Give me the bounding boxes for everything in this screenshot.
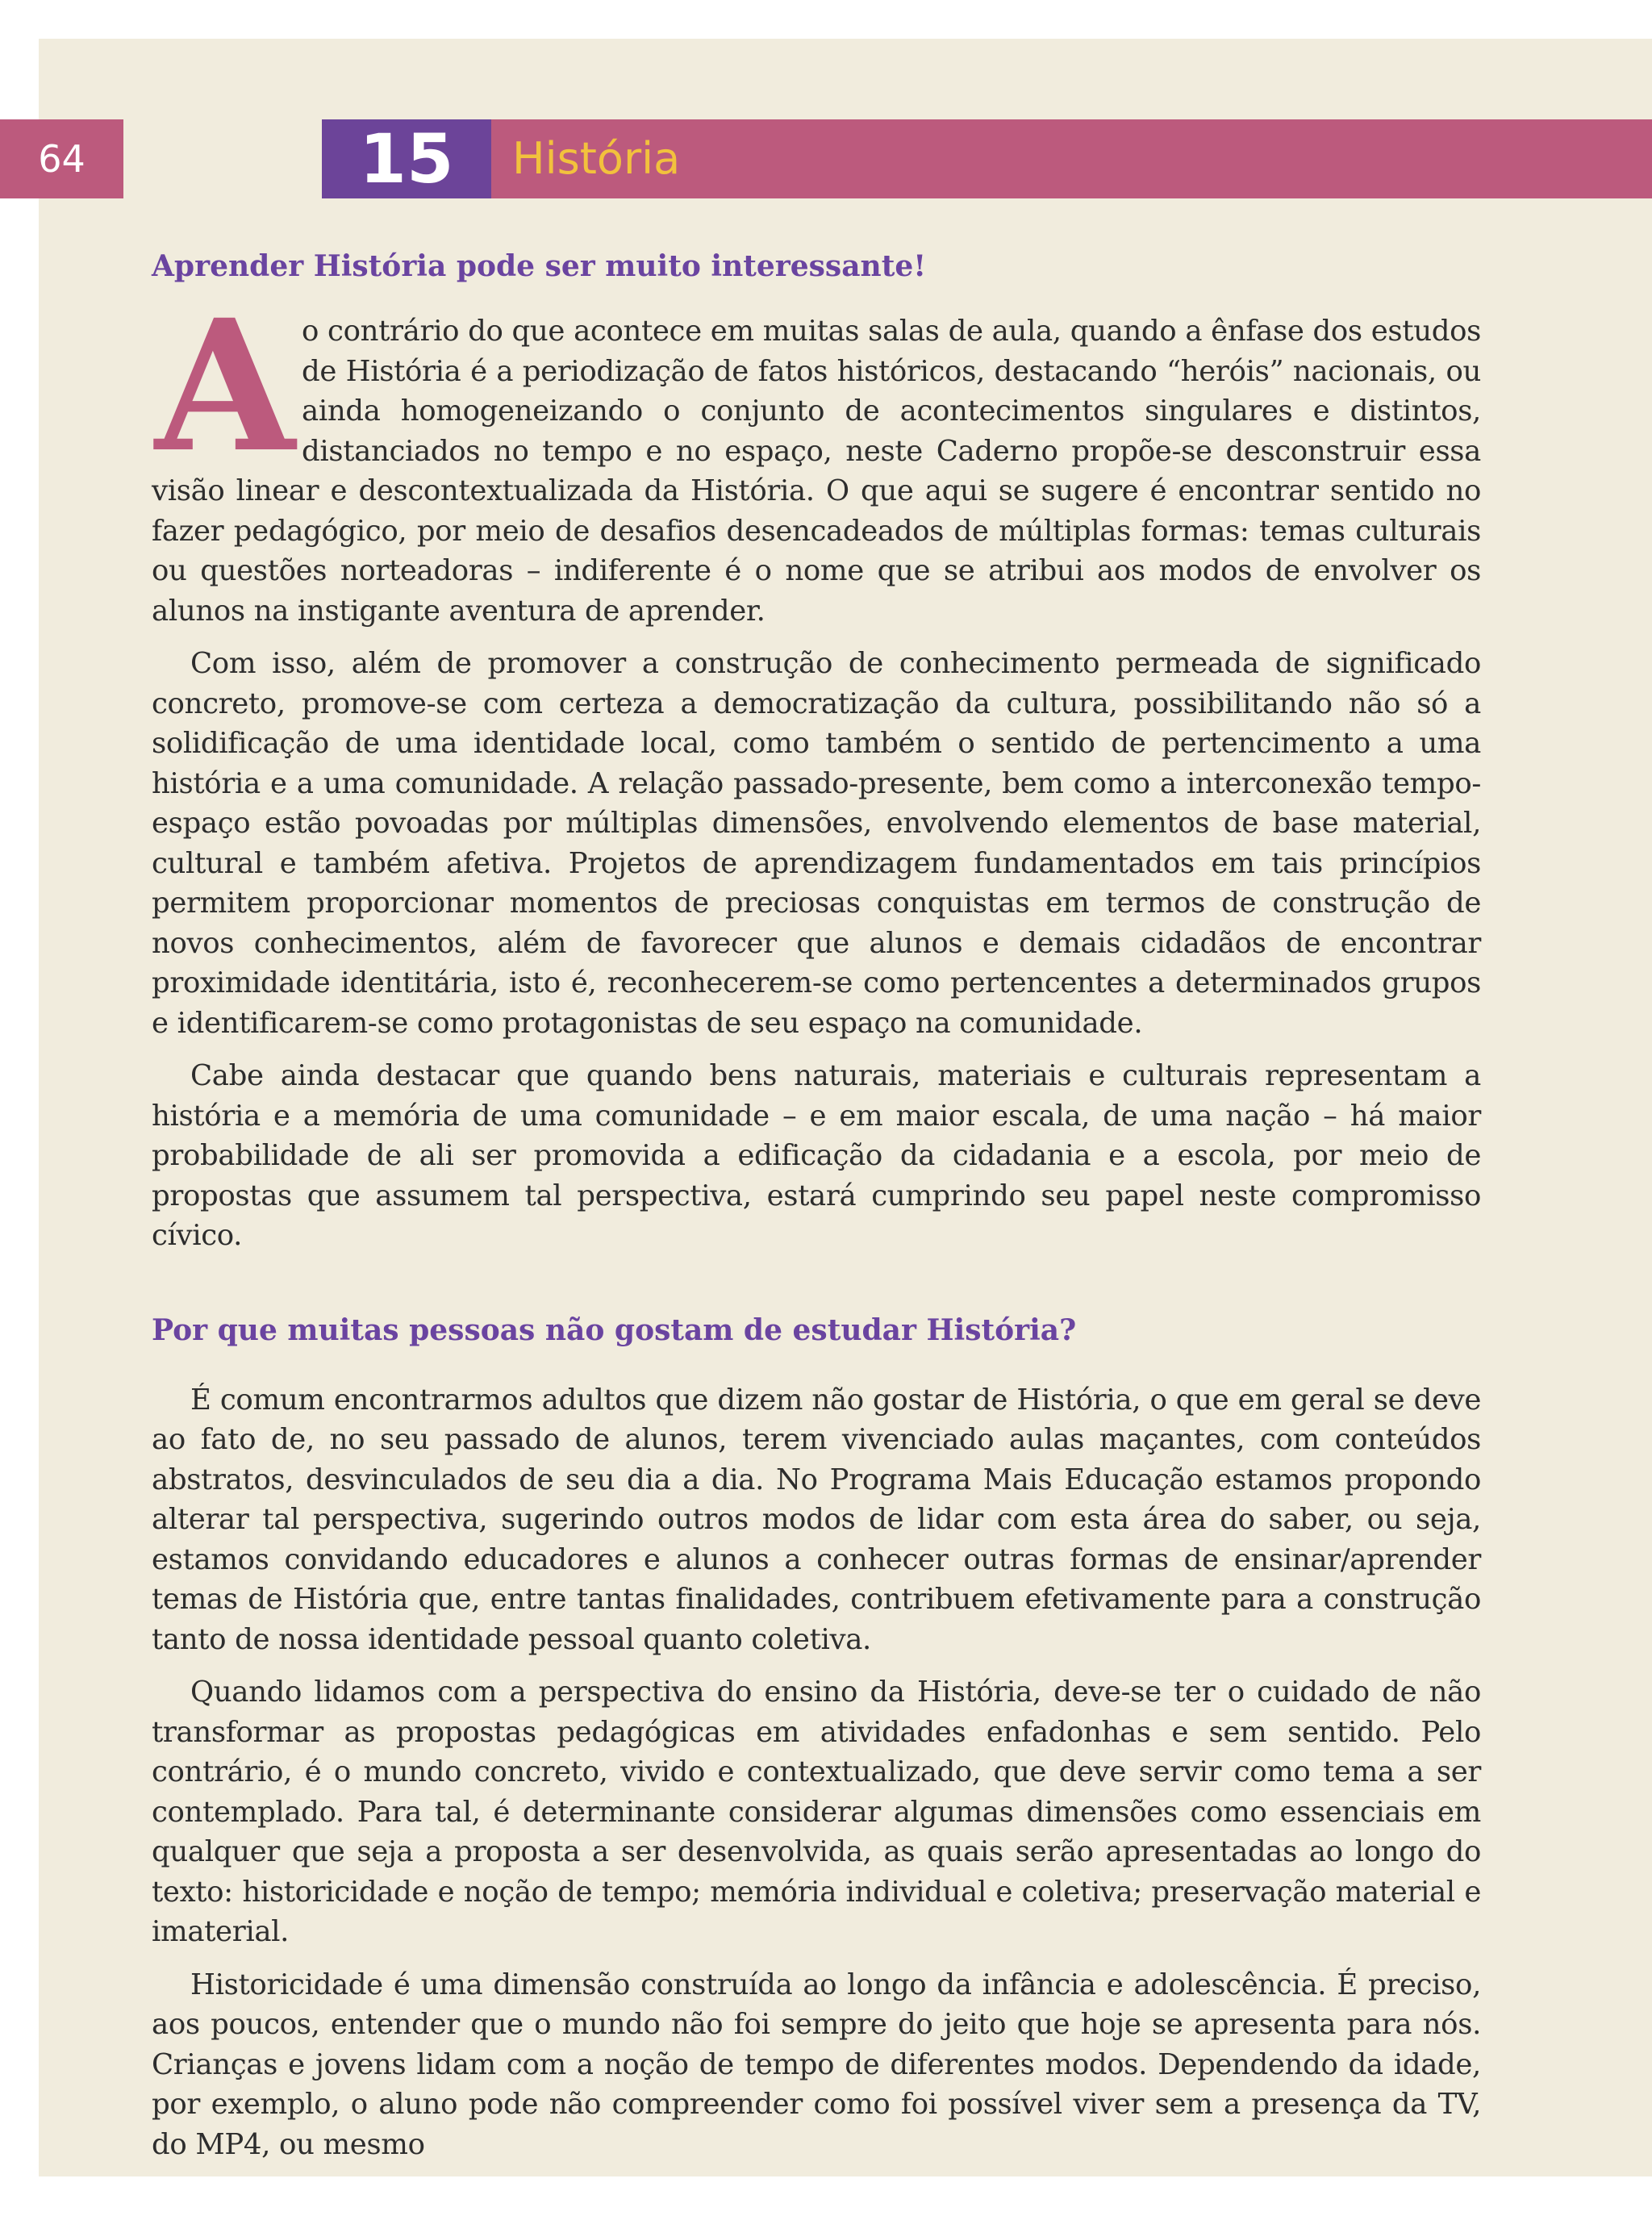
paragraph: Cabe ainda destacar que quando bens naturais, materiais e culturais representam a história e a memória de uma comunidade – e em maior escala, de uma nação – há maior probabilidade de ali ser promovida a edificação da cidadania e a escola, por meio de propostas que assumem tal perspectiva, estará cumprindo seu papel neste compromisso cívico. — [152, 1059, 1481, 1252]
paragraph: É comum encontrarmos adultos que dizem não gostar de História, o que em geral se deve ao fato de, no seu passado de alunos, terem vivenciado aulas maçantes, com conteúdos abstratos, desvinculados de seu dia a dia. No Programa Mais Educação estamos propondo alterar tal perspectiva, sugerindo outros modos de lidar com esta área do saber, ou seja, estamos convidando educadores e alunos a conhecer outras formas de ensinar/aprender temas de História que, entre tantas finalidades, contribuem efetivamente para a construção tanto de nossa identidade pessoal quanto coletiva. — [152, 1383, 1481, 1656]
page-number: 64 — [0, 119, 123, 198]
section-heading-1: Aprender História pode ser muito interessante! — [152, 249, 927, 283]
paragraph: Quando lidamos com a perspectiva do ensino da História, deve-se ter o cuidado de não transformar as propostas pedagógicas em atividades enfadonhas e sem sentido. Pelo contrário, é o mundo concreto, vivido e contextualizado, que deve servir como tema a ser contemplado. Para tal, é determinante considerar algumas dimensões como essenciais em qualquer que seja a proposta a ser desenvolvida, as quais serão apresentadas ao longo do texto: historicidade e noção de tempo; memória individual e coletiva; preservação material e imaterial. — [152, 1676, 1481, 1948]
intro-paragraph — [152, 280, 1481, 631]
chapter-header-bar — [491, 119, 1652, 198]
paragraph: Historicidade é uma dimensão construída ao longo da infância e adolescência. É preciso, aos poucos, entender que o mundo não foi sempre do jeito que hoje se apresenta para nós. Crianças e jovens lidam com a noção de tempo de diferentes modos. Dependendo da idade, por exemplo, o aluno pode não compreender como foi possível viver sem a presença da TV, do MP4, ou mesmo — [152, 1968, 1481, 2161]
dropcap-letter: A — [155, 280, 295, 492]
intro-paragraph-text: o contrário do que acontece em muitas salas de aula, quando a ênfase dos estudos de História é a periodização de fatos históricos, destacando “heróis” nacionais, ou ainda homogeneizando o conjunto de acontecimentos singulares e distintos, distanciados no tempo e no espaço, neste Caderno propõe-se desconstruir essa visão linear e descontextualizada da História. O que aqui se sugere é encontrar sentido no fazer pedagógico, por meio de desafios desencadeados de múltiplas formas: temas culturais ou questões norteadoras – indiferente é o nome que se atribui aos modos de envolver os alunos na instigante aventura de aprender. — [152, 315, 1481, 628]
paragraph: Com isso, além de promover a construção de conhecimento permeada de significado concreto, promove-se com certeza a democratização da cultura, possibilitando não só a solidificação de uma identidade local, como também o sentido de pertencimento a uma história e a uma comunidade. A relação passado-presente, bem como a interconexão tempo-espaço estão povoadas por múltiplas dimensões, envolvendo elementos de base material, cultural e também afetiva. Projetos de aprendizagem fundamentados em tais princípios permitem proporcionar momentos de preciosas conquistas em termos de construção de novos conhecimentos, além de favorecer que alunos e demais cidadãos de encontrar proximidade identitária, isto é, reconhecerem-se como pertencentes a determinados grupos e identificarem-se como protagonistas de seu espaço na comunidade. — [152, 647, 1481, 1040]
article-body — [152, 239, 1481, 2164]
chapter-title: História — [512, 133, 681, 184]
chapter-number: 15 — [322, 119, 491, 198]
section-heading-2: Por que muitas pessoas não gostam de estudar História? — [152, 1312, 1077, 1347]
